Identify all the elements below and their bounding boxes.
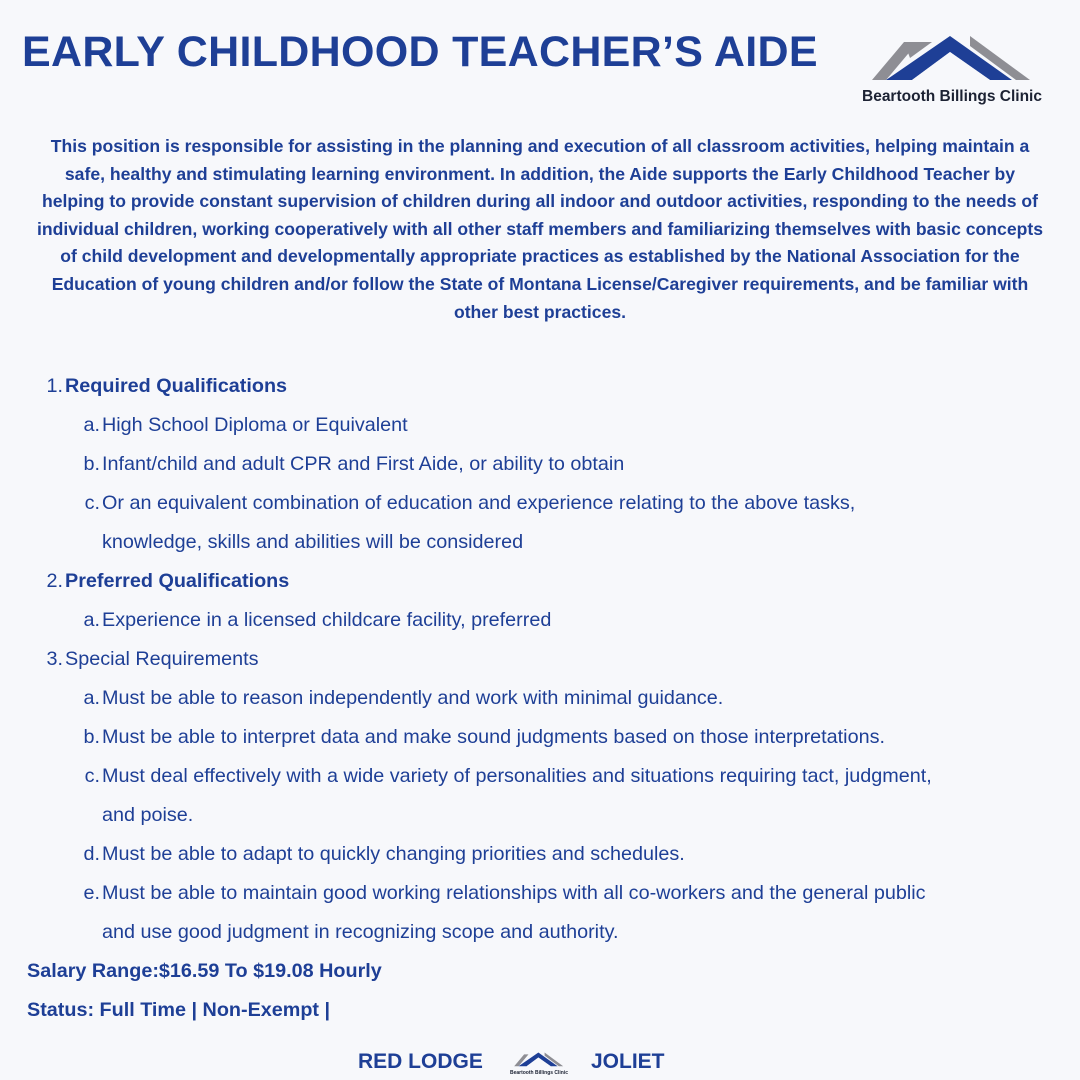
list-marker: c. (84, 765, 100, 787)
list-item-text: and use good judgment in recognizing scope and authority. (102, 921, 619, 943)
employment-status: Status: Full Time | Non-Exempt | (27, 999, 331, 1021)
list-item (0, 679, 1080, 718)
list-marker: 3. (46, 648, 63, 670)
section-heading: Special Requirements (65, 648, 259, 670)
qualifications-list (0, 367, 1080, 1030)
list-item-text: Infant/child and adult CPR and First Aide, or ability to obtain (102, 453, 625, 475)
list-item-text: knowledge, skills and abilities will be considered (102, 531, 524, 553)
position-description: This position is responsible for assisting in the planning and execution of all classroom activities, helping maintain a safe, healthy and stimulating learning environment. In addition, the Aide supports the Early Childhood Teacher by helping to provide constant supervision of children during all indoor and outdoor activities, responding to the needs of individual children, working cooperatively with all other staff members and familiarizing themselves with basic concepts of child development and developmentally appropriate practices as established by the National Association for the Education of young children and/or follow the State of Montana License/Caregiver requirements, and be familiar with other best practices. (36, 136, 1044, 322)
list-item-text: Must be able to reason independently and work with minimal guidance. (102, 687, 724, 709)
list-marker: a. (83, 687, 100, 709)
list-item-text: Or an equivalent combination of education and experience relating to the above tasks, (102, 492, 856, 514)
list-marker: b. (83, 726, 100, 748)
list-marker: b. (83, 453, 100, 475)
footer-logo-wordmark: Beartooth Billings Clinic (509, 1070, 569, 1076)
list-marker: 1. (46, 375, 63, 397)
list-item (0, 874, 1080, 913)
beartooth-billings-clinic-logo (852, 32, 1052, 108)
list-item (0, 406, 1080, 445)
list-item-text: Must be able to maintain good working relationships with all co-workers and the general public (102, 882, 926, 904)
list-item-continuation (0, 913, 1080, 952)
list-item-text: Must be able to adapt to quickly changing priorities and schedules. (102, 843, 685, 865)
footer-logo (508, 1050, 570, 1080)
list-marker: a. (83, 414, 100, 436)
mountain-logo-icon (508, 1050, 570, 1070)
list-item-continuation (0, 796, 1080, 835)
section-preferred-qualifications (0, 562, 1080, 601)
list-item (0, 445, 1080, 484)
section-heading: Required Qualifications (65, 375, 288, 397)
list-item-text: and poise. (102, 804, 194, 826)
page-title: EARLY CHILDHOOD TEACHER’S AIDE (22, 28, 818, 76)
list-item-continuation (0, 523, 1080, 562)
location-joliet: JOLIET (591, 1050, 665, 1073)
section-heading: Preferred Qualifications (65, 570, 290, 592)
list-item (0, 718, 1080, 757)
list-item (0, 601, 1080, 640)
list-marker: 2. (46, 570, 63, 592)
location-red-lodge: RED LODGE (358, 1050, 483, 1073)
list-item (0, 484, 1080, 523)
salary-range: Salary Range:$16.59 To $19.08 Hourly (27, 960, 382, 982)
list-marker: a. (83, 609, 100, 631)
section-special-requirements (0, 640, 1080, 679)
list-item-text: Experience in a licensed childcare facility, preferred (102, 609, 552, 631)
list-item-text: High School Diploma or Equivalent (102, 414, 408, 436)
logo-wordmark: Beartooth Billings Clinic (862, 88, 1042, 105)
list-item-text: Must deal effectively with a wide variety of personalities and situations requiring tact, judgment, (102, 765, 932, 787)
list-marker: e. (83, 882, 100, 904)
list-item (0, 835, 1080, 874)
list-marker: d. (83, 843, 100, 865)
list-item (0, 757, 1080, 796)
location-footer (0, 1046, 1080, 1080)
list-item-text: Must be able to interpret data and make sound judgments based on those interpretations. (102, 726, 885, 748)
list-marker: c. (84, 492, 100, 514)
section-required-qualifications (0, 367, 1080, 406)
mountain-logo-icon (852, 32, 1052, 88)
